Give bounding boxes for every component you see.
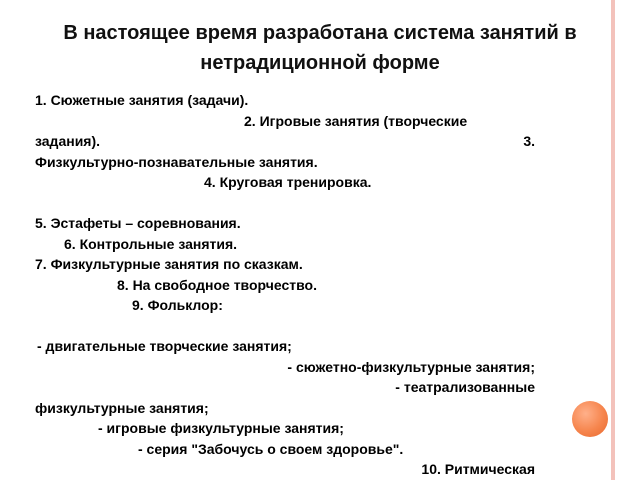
slide-body-text — [35, 90, 535, 480]
list-line: Физкультурно-познавательные занятия. — [35, 153, 318, 170]
list-line: 10. Ритмическая — [421, 461, 535, 477]
orange-circle-decoration — [572, 401, 608, 437]
list-line: 2. Игровые занятия (творческие — [244, 112, 468, 129]
list-line: - серия "Забочусь о своем здоровье". — [138, 440, 404, 457]
list-line: - игровые физкультурные занятия; — [98, 420, 344, 436]
list-line: 1. Сюжетные занятия (задачи). — [35, 92, 249, 108]
list-line — [35, 131, 535, 152]
list-line: физкультурные занятия; — [35, 399, 209, 416]
list-line: 7. Физкультурные занятия по сказкам. — [35, 256, 303, 272]
list-line: - двигательные творческие занятия; — [37, 338, 292, 354]
list-line: 9. Фольклор: — [132, 297, 223, 313]
list-line: - сюжетно-физкультурные занятия; — [287, 358, 535, 375]
blank-line — [35, 193, 535, 214]
list-line: 8. На свободное творчество. — [117, 276, 317, 293]
slide-title: В настоящее время разработана система занятий в нетрадиционной форме — [63, 22, 577, 74]
slide-border-line — [611, 0, 615, 480]
list-line-part: 3. — [523, 133, 535, 149]
list-line: 5. Эстафеты – соревнования. — [35, 215, 241, 231]
list-line: - театрализованные — [395, 379, 535, 395]
list-line: 4. Круговая тренировка. — [204, 174, 372, 190]
list-line-part: задания). — [35, 133, 101, 149]
blank-line — [35, 316, 535, 337]
list-line: 6. Контрольные занятия. — [64, 235, 238, 252]
